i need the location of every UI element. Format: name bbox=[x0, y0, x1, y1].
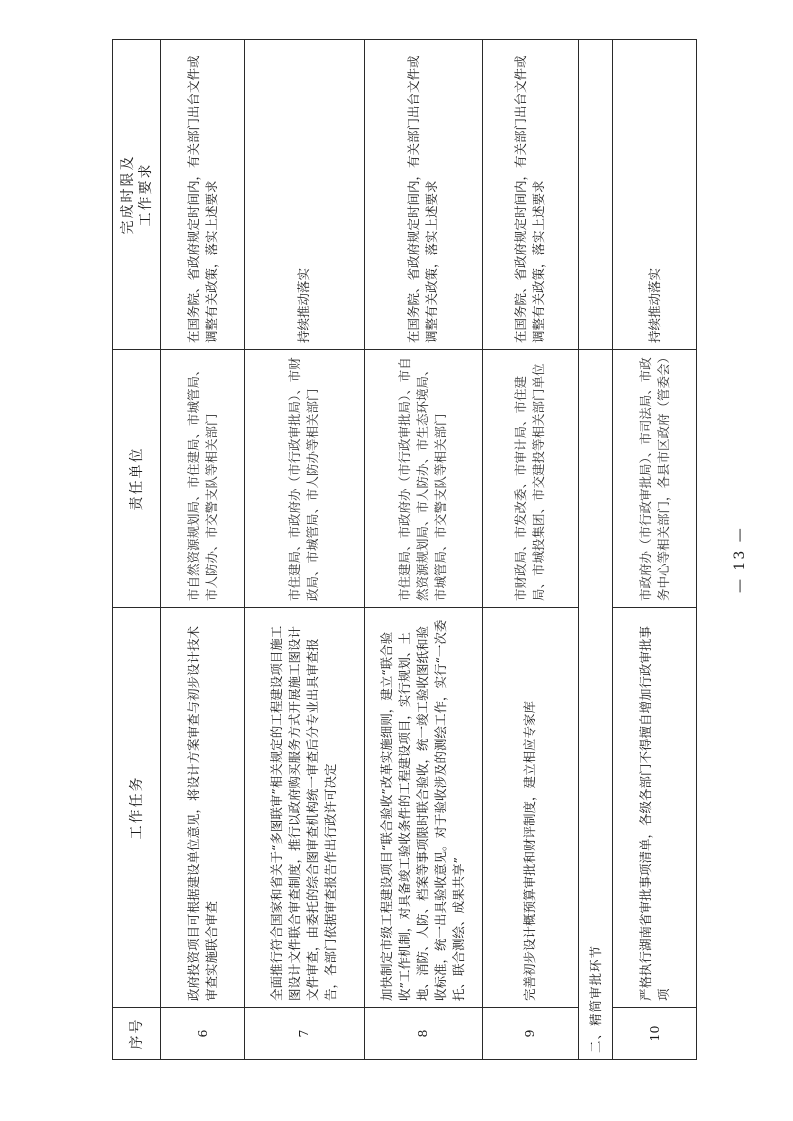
table-row bbox=[161, 40, 245, 1060]
header-deadline-line2: 工作要求 bbox=[137, 162, 154, 227]
table-row bbox=[482, 40, 578, 1060]
row-task: 完善初步设计概预算审批和财评制度，建立相应专家库 bbox=[482, 608, 578, 1008]
row-deadline: 在国务院、省政府规定时间内，有关部门出台文件或调整有关政策，落实上述要求 bbox=[364, 40, 482, 350]
table-row bbox=[613, 40, 697, 1060]
row-task: 全面推行符合国家和省关于“多图联审”相关规定的工程建设项目施工图设计文件联合审查制度，推行以政府购买服务方式开展施工图设计文件审查，由委托的综合图审查机构统一审查后分专业出具审查报告，各部门依据审查报告作出行政许可决定 bbox=[244, 608, 364, 1008]
table-row bbox=[244, 40, 364, 1060]
row-num: 10 bbox=[613, 1008, 697, 1060]
task-table bbox=[112, 39, 697, 1060]
header-deadline-line1: 完成时限及 bbox=[119, 154, 136, 235]
row-unit: 市住建局、市政府办（市行政审批局）、市自然资源规划局、市人防办、市生态环境局、市城管局、市交警支队等相关部门 bbox=[364, 350, 482, 608]
row-deadline: 持续推动落实 bbox=[244, 40, 364, 350]
row-task: 严格执行湖南省审批事项清单，各级各部门不得擅自增加行政审批事项 bbox=[613, 608, 697, 1008]
table-row bbox=[364, 40, 482, 1060]
row-deadline: 持续推动落实 bbox=[613, 40, 697, 350]
rotated-document-sheet bbox=[112, 40, 697, 1060]
header-task: 工作任务 bbox=[113, 608, 161, 1008]
row-unit: 市财政局、市发改委、市审计局、市住建局、市城投集团、市交建投等相关部门单位 bbox=[482, 350, 578, 608]
row-num: 7 bbox=[244, 1008, 364, 1060]
row-unit: 市住建局、市政府办（市行政审批局）、市财政局、市城管局、市人防办等相关部门 bbox=[244, 350, 364, 608]
row-task: 政府投资项目可根据建设单位意见，将设计方案审查与初步设计技术审查实施联合审查 bbox=[161, 608, 245, 1008]
row-deadline: 在国务院、省政府规定时间内，有关部门出台文件或调整有关政策，落实上述要求 bbox=[482, 40, 578, 350]
table-header-row bbox=[113, 40, 161, 1060]
section-title: 二、精简审批环节 bbox=[579, 350, 613, 1060]
row-deadline: 在国务院、省政府规定时间内，有关部门出台文件或调整有关政策，落实上述要求 bbox=[161, 40, 245, 350]
row-unit: 市政府办（市行政审批局）、市司法局、市政务中心等相关部门，各县市区政府（管委会） bbox=[613, 350, 697, 608]
row-unit: 市自然资源规划局、市住建局、市城管局、市人防办、市交警支队等相关部门 bbox=[161, 350, 245, 608]
section-empty-cell bbox=[579, 40, 613, 350]
row-num: 9 bbox=[482, 1008, 578, 1060]
section-header-row bbox=[579, 40, 613, 1060]
row-num: 6 bbox=[161, 1008, 245, 1060]
header-unit: 责任单位 bbox=[113, 350, 161, 608]
header-num: 序号 bbox=[113, 1008, 161, 1060]
row-num: 8 bbox=[364, 1008, 482, 1060]
row-task: 加快制定市级工程建设项目“联合验收”改革实施细则，建立“联合验收”工作机制，对具备竣工验收条件的工程建设项目，实行规划、土地、消防、人防、档案等事项限时联合验收，统一竣工验收图纸和验收标准，统一出具验收意见。对于验收涉及的测绘工作，实行“一次委托、联合测绘、成果共享” bbox=[364, 608, 482, 1008]
header-deadline bbox=[113, 40, 161, 350]
page-number: — 13 — bbox=[732, 526, 748, 594]
